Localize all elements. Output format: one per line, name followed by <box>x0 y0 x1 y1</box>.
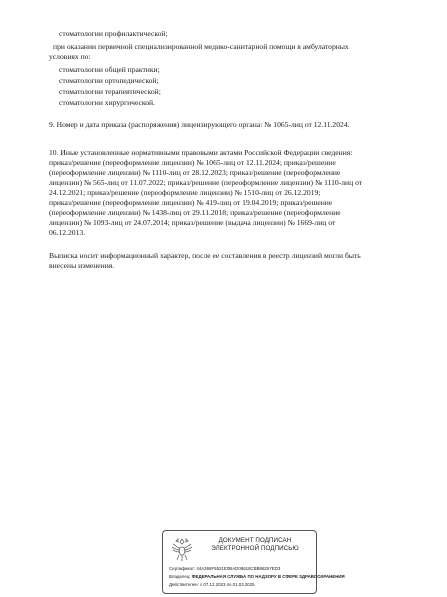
text-line: приказ/решение (переоформление лицензии) № 1065-лиц от 12.11.2024; приказ/решение <box>49 158 336 167</box>
license-order-line: 9. Номер и дата приказа (распоряжения) лицензирующего органа: № 1065-лиц от 12.11.2024. <box>49 120 350 129</box>
stamp-title: ДОКУМЕНТ ПОДПИСАН ЭЛЕКТРОННОЙ ПОДПИСЬЮ <box>211 537 299 552</box>
text-line: лицензии) № 1093-лиц от 24.07.2014; приказ/решение (выдача лицензии) № 1669-лиц от <box>49 218 336 227</box>
text-line: стоматологии терапевтической; <box>59 87 161 96</box>
e-signature-stamp <box>162 530 345 594</box>
text-line: лицензии) № 565-лиц от 11.07.2022; приказ/решение (переоформление лицензии) № 1110-лиц от <box>49 178 363 187</box>
text-line: (переоформление лицензии) № 1438-лиц от 29.11.2018; приказ/решение (переоформление <box>49 208 341 217</box>
validity-line: Действителен: с 07.12.2023 по 01.03.2025 <box>169 582 255 587</box>
text-line: условиях по: <box>49 52 91 61</box>
text-line: стоматологии ортопедической; <box>59 76 159 85</box>
text-line: стоматологии хирургической. <box>59 98 155 107</box>
text-line: 24.12.2021; приказ/решение (переоформление лицензии) № 1510-лиц от 26.12.2019; <box>49 188 321 197</box>
certificate-line: Сертификат: 44A369F5521E0BAD08618CBB88257ED3 <box>169 566 281 571</box>
text-line: приказ/решение (переоформление лицензии) № 419-лиц от 19.04.2019; приказ/решение <box>49 198 333 207</box>
coat-of-arms-icon <box>169 536 195 564</box>
text-line: стоматологии общей практики; <box>59 65 160 74</box>
owner-line: Владелец: ФЕДЕРАЛЬНАЯ СЛУЖБА ПО НАДЗОРУ В СФЕРЕ ЗДРАВООХРАНЕНИЯ <box>169 574 345 579</box>
text-line: 06.12.2013. <box>49 228 86 237</box>
disclaimer-line: внесены изменения. <box>49 261 115 270</box>
text-line: при оказании первичной специализированной медико-санитарной помощи в амбулаторных <box>53 42 349 51</box>
disclaimer-line: Выписка носит информационный характер, после ее составления в реестр лицензий могли быть <box>49 251 361 260</box>
text-line: 10. Иные установленные нормативными правовыми актами Российской Федерации сведения: <box>49 148 353 157</box>
text-line: стоматологии профилактической; <box>59 29 168 38</box>
text-line: (переоформление лицензии) № 1110-лиц от 28.12.2023; приказ/решение (переоформление <box>49 168 341 177</box>
